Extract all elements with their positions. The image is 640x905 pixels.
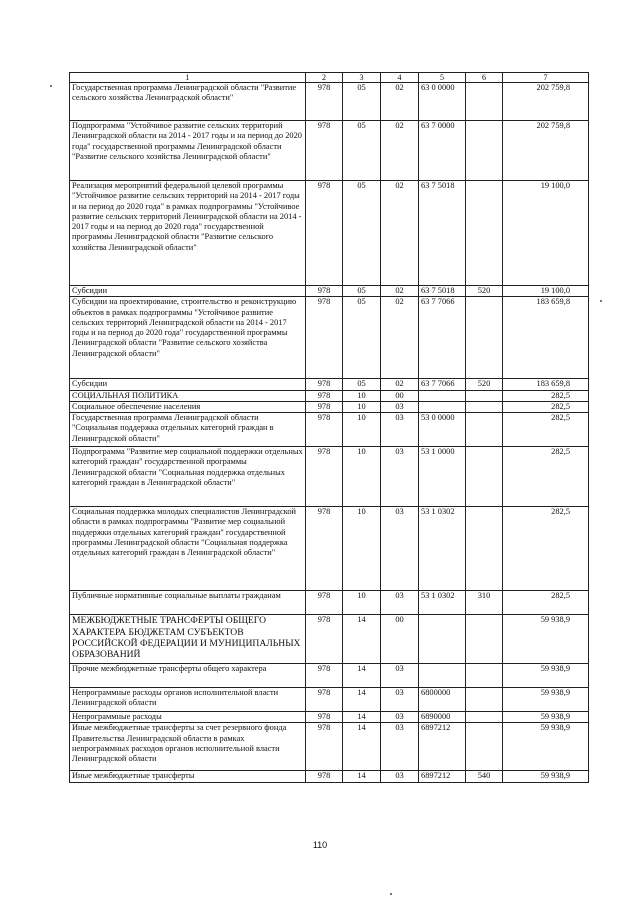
table-row: [70, 390, 589, 401]
cell-target-article: 63 0 0000: [419, 83, 466, 121]
cell-ministry: 978: [306, 390, 343, 401]
cell-subsection: 03: [381, 413, 419, 447]
cell-ministry: 978: [306, 297, 343, 379]
cell-target-article: [419, 615, 466, 664]
cell-amount: 282,5: [503, 390, 589, 401]
cell-target-article: [419, 390, 466, 401]
cell-target-article: 6897212: [419, 723, 466, 771]
table-row: [70, 723, 589, 771]
cell-section: 14: [343, 664, 381, 688]
cell-subsection: 02: [381, 297, 419, 379]
cell-section: 05: [343, 297, 381, 379]
column-number: 1: [70, 73, 306, 83]
table-row: [70, 297, 589, 379]
cell-subsection: 02: [381, 181, 419, 286]
table-row: [70, 121, 589, 181]
cell-section: 14: [343, 771, 381, 783]
row-name: Социальное обеспечение населения: [70, 401, 306, 412]
cell-section: 05: [343, 83, 381, 121]
cell-ministry: 978: [306, 664, 343, 688]
cell-expense-type: [466, 83, 503, 121]
cell-ministry: 978: [306, 688, 343, 712]
cell-amount: 202 759,8: [503, 121, 589, 181]
cell-subsection: 02: [381, 286, 419, 297]
cell-amount: 282,5: [503, 591, 589, 615]
table-row: [70, 591, 589, 615]
cell-amount: 19 100,0: [503, 181, 589, 286]
cell-section: 05: [343, 181, 381, 286]
cell-subsection: 00: [381, 390, 419, 401]
cell-amount: 59 938,9: [503, 771, 589, 783]
cell-amount: 59 938,9: [503, 712, 589, 723]
row-name: Субсидии на проектирование, строительство и реконструкцию объектов в рамках подпрограммы "Устойчивое развитие сельских территорий Ленинградской области на 2014 - 2017 годы и на период до 2020 года" государственной программы Ленинградской области "Развитие сельского хозяйства Ленинградской области": [70, 297, 306, 379]
row-name: Непрограммные расходы органов исполнительной власти Ленинградской области: [70, 688, 306, 712]
cell-section: 14: [343, 615, 381, 664]
table-row: [70, 286, 589, 297]
cell-expense-type: [466, 121, 503, 181]
cell-subsection: 00: [381, 615, 419, 664]
table-row: [70, 771, 589, 783]
cell-section: 10: [343, 390, 381, 401]
cell-ministry: 978: [306, 401, 343, 412]
cell-ministry: 978: [306, 507, 343, 591]
table-row: [70, 712, 589, 723]
cell-target-article: 63 7 5018: [419, 286, 466, 297]
cell-section: 14: [343, 688, 381, 712]
cell-expense-type: 520: [466, 286, 503, 297]
cell-target-article: 63 7 7066: [419, 379, 466, 390]
cell-section: 05: [343, 286, 381, 297]
row-name: Государственная программа Ленинградской области "Социальная поддержка отдельных категорий граждан в Ленинградской области": [70, 413, 306, 447]
cell-amount: 59 938,9: [503, 723, 589, 771]
cell-section: 10: [343, 401, 381, 412]
cell-expense-type: [466, 723, 503, 771]
cell-amount: 282,5: [503, 413, 589, 447]
row-name: Субсидии: [70, 286, 306, 297]
cell-subsection: 03: [381, 507, 419, 591]
cell-subsection: 03: [381, 723, 419, 771]
cell-target-article: 53 1 0302: [419, 591, 466, 615]
cell-target-article: [419, 401, 466, 412]
cell-amount: 59 938,9: [503, 688, 589, 712]
cell-target-article: 53 0 0000: [419, 413, 466, 447]
cell-section: 10: [343, 447, 381, 507]
cell-subsection: 02: [381, 379, 419, 390]
cell-target-article: 63 7 5018: [419, 181, 466, 286]
column-number: 6: [466, 73, 503, 83]
row-name: Прочие межбюджетные трансферты общего характера: [70, 664, 306, 688]
cell-expense-type: 520: [466, 379, 503, 390]
cell-ministry: 978: [306, 771, 343, 783]
row-name: СОЦИАЛЬНАЯ ПОЛИТИКА: [70, 390, 306, 401]
cell-amount: 183 659,8: [503, 379, 589, 390]
row-name: Иные межбюджетные трансферты за счет резервного фонда Правительства Ленинградской области в рамках непрограммных расходов органов исполнительной власти Ленинградской области: [70, 723, 306, 771]
row-name: Подпрограмма "Устойчивое развитие сельских территорий Ленинградской области на 2014 - 2017 годы и на период до 2020 года" государственной программы Ленинградской области "Развитие сельского хозяйства Ленинградской области": [70, 121, 306, 181]
budget-table: [69, 72, 589, 783]
table-row: [70, 447, 589, 507]
cell-subsection: 03: [381, 591, 419, 615]
cell-target-article: 63 7 7066: [419, 297, 466, 379]
row-name: Субсидии: [70, 379, 306, 390]
cell-section: 10: [343, 507, 381, 591]
cell-subsection: 03: [381, 401, 419, 412]
cell-expense-type: 310: [466, 591, 503, 615]
row-name: Социальная поддержка молодых специалистов Ленинградской области в рамках подпрограммы "Развитие мер социальной поддержки отдельных категорий граждан" государственной программы Ленинградской области "Социальная поддержка отдельных категорий граждан в Ленинградской области": [70, 507, 306, 591]
cell-subsection: 03: [381, 664, 419, 688]
cell-section: 10: [343, 413, 381, 447]
cell-expense-type: [466, 507, 503, 591]
cell-target-article: 6800000: [419, 688, 466, 712]
row-name: Иные межбюджетные трансферты: [70, 771, 306, 783]
column-number-row: [70, 73, 589, 83]
cell-ministry: 978: [306, 712, 343, 723]
column-number: 5: [419, 73, 466, 83]
cell-amount: 282,5: [503, 447, 589, 507]
cell-target-article: 53 1 0302: [419, 507, 466, 591]
cell-expense-type: [466, 181, 503, 286]
cell-amount: 183 659,8: [503, 297, 589, 379]
cell-expense-type: [466, 447, 503, 507]
cell-amount: 59 938,9: [503, 664, 589, 688]
cell-target-article: 6890000: [419, 712, 466, 723]
cell-ministry: 978: [306, 121, 343, 181]
cell-ministry: 978: [306, 447, 343, 507]
cell-subsection: 02: [381, 83, 419, 121]
table-row: [70, 615, 589, 664]
cell-section: 10: [343, 591, 381, 615]
cell-ministry: 978: [306, 591, 343, 615]
table-row: [70, 181, 589, 286]
cell-target-article: 53 1 0000: [419, 447, 466, 507]
cell-ministry: 978: [306, 379, 343, 390]
cell-section: 05: [343, 121, 381, 181]
table-row: [70, 379, 589, 390]
column-number: 3: [343, 73, 381, 83]
scan-mark: [50, 85, 52, 87]
cell-expense-type: 540: [466, 771, 503, 783]
cell-expense-type: [466, 615, 503, 664]
row-name: Реализация мероприятий федеральной целевой программы "Устойчивое развитие сельских территорий на 2014 - 2017 годы и на период до 2020 года" в рамках подпрограммы "Устойчивое развитие сельских территорий Ленинградской области на 2014 - 2017 годы и на период до 2020 года" государственной программы Ленинградской области "Развитие сельского хозяйства Ленинградской области": [70, 181, 306, 286]
cell-ministry: 978: [306, 83, 343, 121]
table-row: [70, 688, 589, 712]
cell-ministry: 978: [306, 413, 343, 447]
cell-amount: 202 759,8: [503, 83, 589, 121]
cell-expense-type: [466, 390, 503, 401]
column-number: 7: [503, 73, 589, 83]
column-number: 2: [306, 73, 343, 83]
cell-ministry: 978: [306, 723, 343, 771]
cell-subsection: 02: [381, 121, 419, 181]
column-number: 4: [381, 73, 419, 83]
cell-target-article: 63 7 0000: [419, 121, 466, 181]
cell-amount: 59 938,9: [503, 615, 589, 664]
cell-subsection: 03: [381, 688, 419, 712]
row-name: Публичные нормативные социальные выплаты гражданам: [70, 591, 306, 615]
cell-expense-type: [466, 401, 503, 412]
cell-expense-type: [466, 664, 503, 688]
cell-expense-type: [466, 297, 503, 379]
cell-expense-type: [466, 712, 503, 723]
cell-subsection: 03: [381, 447, 419, 507]
cell-section: 14: [343, 723, 381, 771]
cell-target-article: [419, 664, 466, 688]
cell-subsection: 03: [381, 712, 419, 723]
cell-section: 14: [343, 712, 381, 723]
cell-ministry: 978: [306, 181, 343, 286]
row-name: Государственная программа Ленинградской области "Развитие сельского хозяйства Ленинградской области": [70, 83, 306, 121]
cell-section: 05: [343, 379, 381, 390]
cell-amount: 19 100,0: [503, 286, 589, 297]
cell-expense-type: [466, 688, 503, 712]
scan-mark: [600, 300, 602, 302]
cell-amount: 282,5: [503, 401, 589, 412]
table-row: [70, 83, 589, 121]
cell-amount: 282,5: [503, 507, 589, 591]
row-name: МЕЖБЮДЖЕТНЫЕ ТРАНСФЕРТЫ ОБЩЕГО ХАРАКТЕРА БЮДЖЕТАМ СУБЪЕКТОВ РОССИЙСКОЙ ФЕДЕРАЦИИ И МУНИЦИПАЛЬНЫХ ОБРАЗОВАНИЙ: [70, 615, 306, 664]
table-row: [70, 413, 589, 447]
cell-ministry: 978: [306, 615, 343, 664]
row-name: Подпрограмма "Развитие мер социальной поддержки отдельных категорий граждан" государственной программы Ленинградской области "Социальная поддержка отдельных категорий граждан в Ленинградской области": [70, 447, 306, 507]
row-name: Непрограммные расходы: [70, 712, 306, 723]
table-row: [70, 507, 589, 591]
page-number: 110: [312, 840, 328, 850]
table-row: [70, 664, 589, 688]
cell-ministry: 978: [306, 286, 343, 297]
cell-expense-type: [466, 413, 503, 447]
scan-mark: [390, 893, 392, 895]
cell-subsection: 03: [381, 771, 419, 783]
table-row: [70, 401, 589, 412]
cell-target-article: 6897212: [419, 771, 466, 783]
